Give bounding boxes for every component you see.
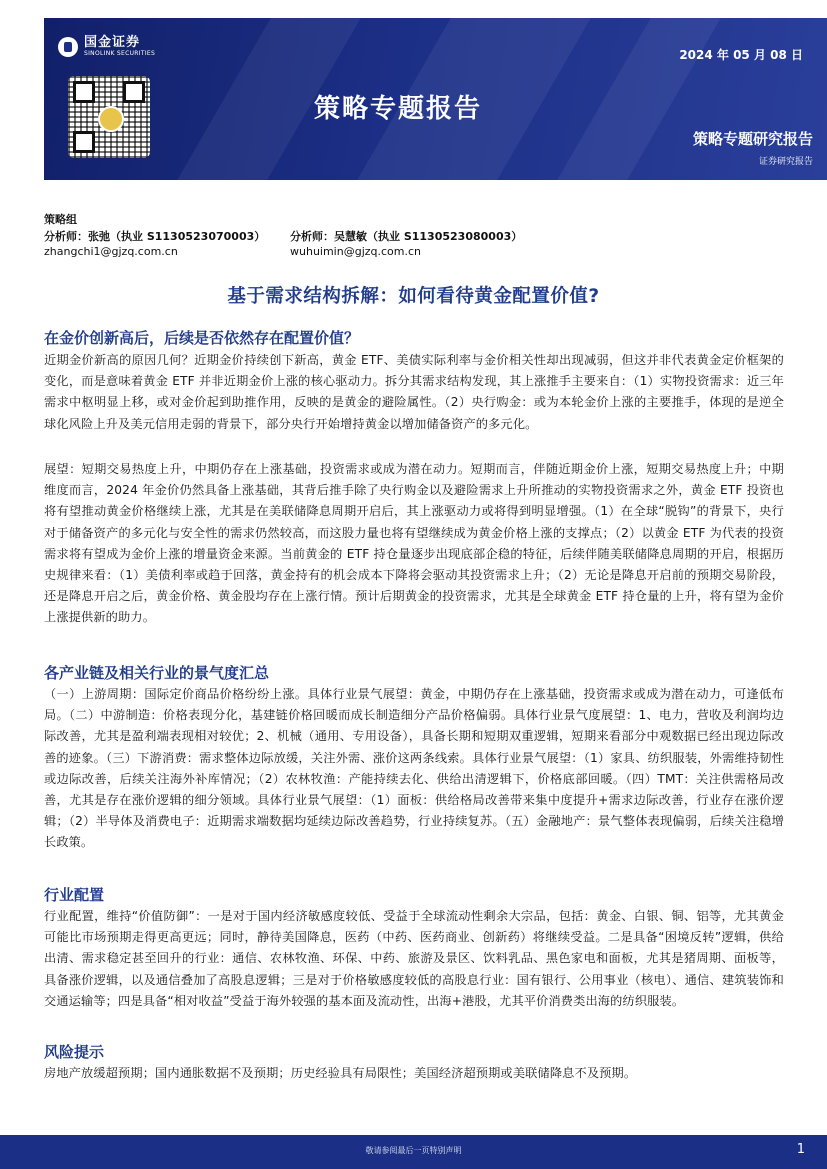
logo-english-name: SINOLINK SECURITIES: [84, 50, 156, 57]
section-heading-industry-prosperity: 各产业链及相关行业的景气度汇总: [44, 664, 270, 682]
company-logo: [58, 36, 155, 58]
report-type: 策略专题研究报告: [692, 130, 813, 148]
report-date: 2024 年 05 月 08 日: [679, 48, 803, 62]
paragraph-industry-prosperity: （一）上游周期：国际定价商品价格纷纷上涨。具体行业景气展望：黄金，中期仍存在上涨基础，投资需求或成为潜在动力，可逢低布局。（二）中游制造：价格表现分化，基建链价格回暖而成长制造细分产品价格偏弱。具体行业景气度展望：1、电力，营收及利润均边际改善，尤其是盈利端表现相对较优；2、机械（通用、专用设备），具备长期和短期双重逻辑，短期来看部分中观数据已经出现边际改善的迹象。（三）下游消费：需求整体边际放缓，关注外需、涨价这两条线索。具体行业景气展望：（1）家具、纺织服装，外需维持韧性或边际改善，后续关注海外补库情况；（2）农林牧渔：产能持续去化、供给出清逻辑下，价格底部回暖。（四）TMT：关注供需格局改善，尤其是存在涨价逻辑的细分领域。具体行业景气展望：（1）面板：供给格局改善带来集中度提升+需求边际改善，行业存在涨价逻辑；（2）半导体及消费电子：近期需求端数据均延续边际改善趋势，行业持续复苏。（五）金融地产：景气整体表现偏弱，后续关注稳增长政策。: [44, 687, 784, 850]
page-number: 1: [796, 1142, 805, 1157]
document-title: 基于需求结构拆解：如何看待黄金配置价值?: [227, 286, 600, 307]
analyst-2-email[interactable]: wuhuimin@gjzq.com.cn: [290, 245, 422, 258]
footer-disclaimer: 敬请参阅最后一页特别声明: [365, 1146, 462, 1155]
section-heading-industry-allocation: 行业配置: [44, 886, 105, 904]
paragraph-industry-allocation: 行业配置，维持“价值防御”：一是对于国内经济敏感度较低、受益于全球流动性剩余大宗品，包括：黄金、白银、铜、铝等，尤其黄金可能比市场预期走得更高更远；同时，静待美国降息，医药（中药、医药商业、创新药）将继续受益。二是具备“困境反转”逻辑，供给出清、需求稳定甚至回升的行业：通信、农林牧渔、环保、中药、旅游及景区、饮料乳品、黑色家电和面板，尤其是猪周期、面板等，具备涨价逻辑，以及通信叠加了高股息逻辑；三是对于价格敏感度较低的高股息行业：国有银行、公用事业（核电）、通信、建筑装饰和交通运输等；四是具备“相对收益”受益于海外较强的基本面及流动性，出海+港股，尤其平价消费类出海的纺织服装。: [44, 909, 784, 1008]
logo-chinese-name: 国金证券: [84, 35, 141, 50]
analyst-1: 分析师：张弛（执业 S1130523070003）: [44, 230, 266, 243]
paragraph-gold-drivers: 近期金价新高的原因几何？近期金价持续创下新高，黄金 ETF、美债实际利率与金价相关性却出现减弱，但这并非代表黄金定价框架的变化，而是意味着黄金 ETF 并非近期金价上涨的核心驱动力。拆分其需求结构发现，其上涨推手主要来自：（1）实物投资需求：近三年需求中枢明显上移，或对金价起到助推作用，反映的是黄金的避险属性。（2）央行购金：或为本轮金价上涨的主要推手，体现的是逆全球化风险上升及美元信用走弱的背景下，部分央行开始增持黄金以增加储备资产的多元化。: [44, 353, 784, 431]
company-logo-icon: [58, 37, 78, 57]
header-banner: [44, 18, 827, 180]
report-category: 证券研究报告: [758, 157, 813, 167]
section-heading-gold-value: 在金价创新高后，后续是否依然存在配置价值？: [44, 329, 360, 347]
analyst-1-email[interactable]: zhangchi1@gjzq.com.cn: [44, 245, 178, 258]
paragraph-risk: 房地产放缓超预期；国内通胀数据不及预期；历史经验具有局限性；美国经济超预期或美联储降息不及预期。: [44, 1066, 637, 1080]
section-heading-risk: 风险提示: [44, 1043, 105, 1061]
paragraph-outlook: 展望：短期交易热度上升，中期仍存在上涨基础，投资需求或成为潜在动力。短期而言，伴随近期金价上涨，短期交易热度上升；中期维度而言，2024 年金价仍然具备上涨基础，其背后推手除了央行购金以及避险需求上升所推动的实物投资需求之外，黄金 ETF 投资也将有望推动黄金价格继续上涨，尤其是在美联储降息周期开启后，其上涨驱动力或将得到明显增强。（1）在全球“脱钩”的背景下，央行对于储备资产的多元化与安全性的需求仍然较高，而这股力量也将有望继续成为黄金价格上涨的支撑点；（2）以黄金 ETF 为代表的投资需求将有望成为金价上涨的增量资金来源。当前黄金的 ETF 持仓量逐步出现底部企稳的特征，后续伴随美联储降息周期的开启，根据历史规律来看：（1）美债利率或趋于回落，黄金持有的机会成本下降将会驱动其投资需求上升；（2）无论是降息开启前的预期交易阶段，还是降息开启之后，黄金价格、黄金股均存在上涨行情。预计后期黄金的投资需求，尤其是全球黄金 ETF 持仓量的上升，将有望为金价上涨提供新的助力。: [44, 462, 784, 625]
qr-code-icon: [68, 76, 150, 158]
analyst-2: 分析师：吴慧敏（执业 S1130523080003）: [290, 230, 523, 243]
analyst-group: 策略组: [44, 213, 77, 226]
report-main-title: 策略专题报告: [314, 94, 483, 124]
